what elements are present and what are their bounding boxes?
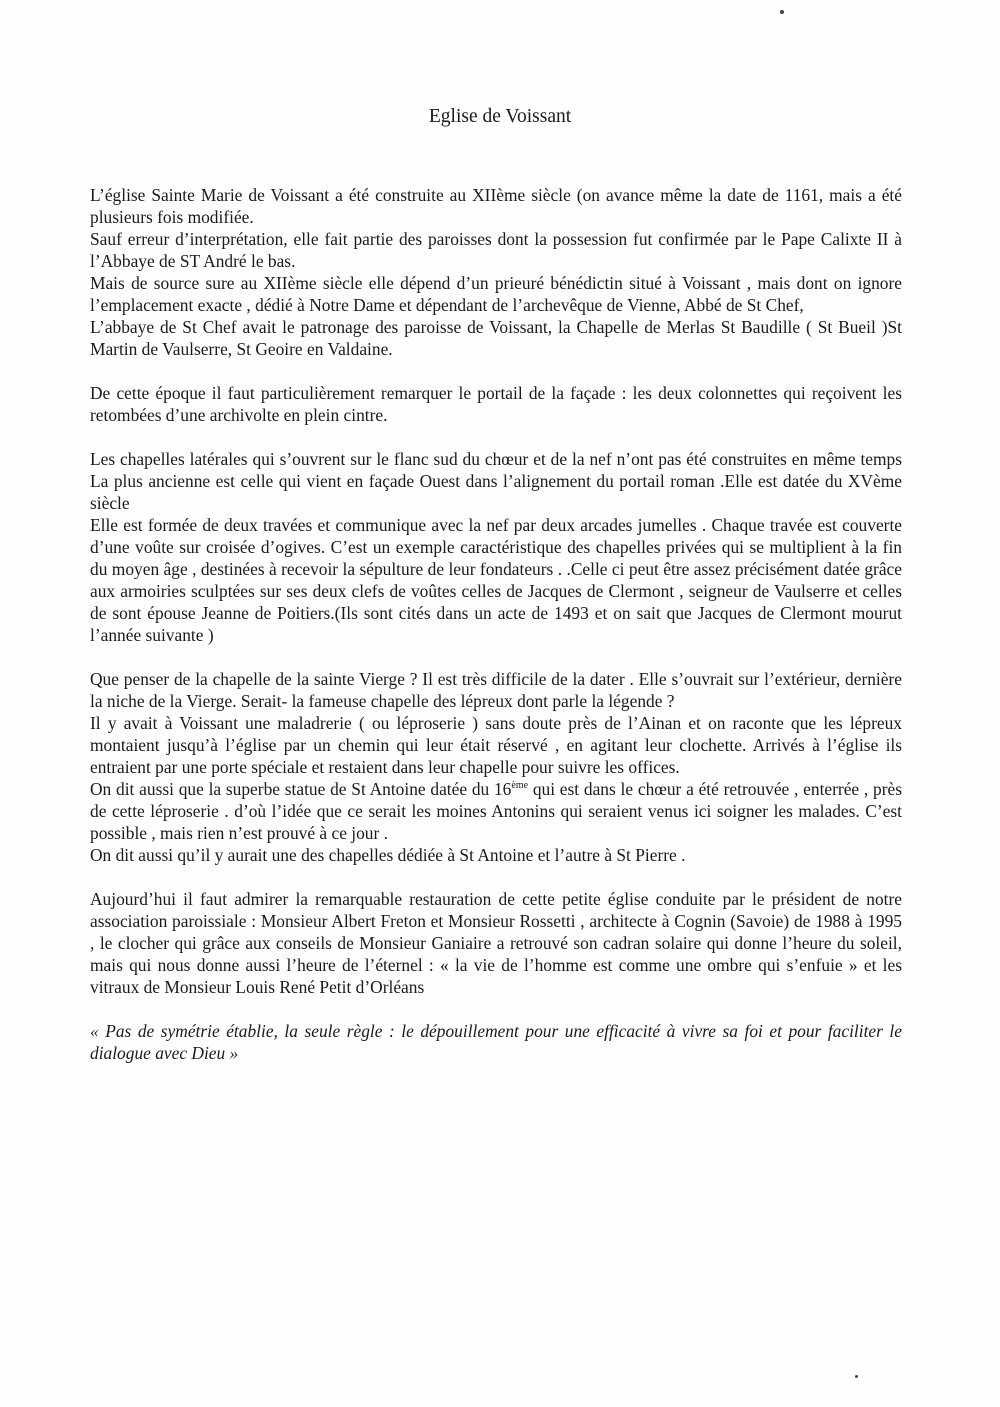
paragraph-sainte-vierge: Que penser de la chapelle de la sainte Vierge ? Il est très difficile de la dater . Elle s’ouvrait sur l’extérieur, dernière la niche de la Vierge. Serait- la fameuse chapelle des lépreux dont parle la légende ? (90, 669, 902, 711)
paragraph-paroisses: Sauf erreur d’interprétation, elle fait partie des paroisses dont la possession fut confirmée par le Pape Calixte II à l’Abbaye de ST André le bas. (90, 229, 902, 271)
paragraph-construction: L’église Sainte Marie de Voissant a été construite au XIIème siècle (on avance même la date de 1161, mais a été plusieurs fois modifiée. (90, 185, 902, 227)
paragraph-maladrerie: Il y avait à Voissant une maladrerie ( ou léproserie ) sans doute près de l’Ainan et on raconte que les lépreux montaient jusqu’à l’église par un chemin qui leur était réservé , en agitant leur clochette. Arrivés à l’église ils entraient par une porte spéciale et restaient dans leur chapelle pour suivre les offices. (90, 713, 902, 777)
closing-quote: « Pas de symétrie établie, la seule règle : le dépouillement pour une efficacité à vivre sa foi et pour faciliter le dialogue avec Dieu » (90, 1021, 902, 1063)
paragraph-travees: Elle est formée de deux travées et communique avec la nef par deux arcades jumelles . Chaque travée est couverte d’une voûte sur croisée d’ogives. C’est un exemple caractéristique des chapelles privées qui se multiplient à la fin du moyen âge , destinées à recevoir la sépulture de leur fondateurs . .Celle ci peut être assez précisément datée grâce aux armoiries sculptées sur ses deux clefs de voûtes celles de Jacques de Clermont , seigneur de Vaulserre et celles de sont épouse Jeanne de Poitiers.(Ils sont cités dans un acte de 1493 et on sait que Jacques de Clermont mourut l’année suivante ) (90, 515, 902, 645)
document-body (90, 184, 902, 1064)
page-title: Eglise de Voissant (428, 106, 572, 127)
statue-text-start: On dit aussi que la superbe statue de St Antoine datée du 16 (90, 779, 512, 799)
paragraph-chapelles-laterales: Les chapelles latérales qui s’ouvrent sur le flanc sud du chœur et de la nef n’ont pas été construites en même temps La plus ancienne est celle qui vient en façade Ouest dans l’alignement du portail roman .Elle est datée du XVème siècle (90, 449, 902, 513)
paragraph-chapelles-dediees: On dit aussi qu’il y aurait une des chapelles dédiée à St Antoine et l’autre à St Pierre . (90, 845, 686, 865)
paragraph-abbaye: L’abbaye de St Chef avait le patronage des paroisse de Voissant, la Chapelle de Merlas St Baudille ( St Bueil )St Martin de Vaulserre, St Geoire en Valdaine. (90, 317, 902, 359)
paragraph-prieure: Mais de source sure au XIIème siècle elle dépend d’un prieuré bénédictin situé à Voissant , mais dont on ignore l’emplacement exacte , dédié à Notre Dame et dépendant de l’archevêque de Vienne, Abbé de St Chef, (90, 273, 902, 315)
statue-text-end: qui est dans le chœur a été retrouvée , enterrée , près de cette léproserie . d’où l’idée que ce serait les moines Antonins qui seraient venus ici soigner les malades. C’est possible , mais rien n’est prouvé à ce jour . (90, 779, 902, 843)
paragraph-restauration: Aujourd’hui il faut admirer la remarquable restauration de cette petite église conduite par le président de notre association paroissiale : Monsieur Albert Freton et Monsieur Rossetti , architecte à Cognin (Savoie) de 1988 à 1995 , le clocher qui grâce aux conseils de Monsieur Ganiaire a retrouvé son cadran solaire qui donne l’heure du soleil, mais qui nous donne aussi l’heure de l’éternel : « la vie de l’homme est comme une ombre qui s’enfuie » et les vitraux de Monsieur Louis René Petit d’Orléans (90, 889, 902, 997)
paragraph-statue (90, 778, 902, 844)
century-superscript: ème (511, 780, 529, 791)
paragraph-portail: De cette époque il faut particulièrement remarquer le portail de la façade : les deux colonnettes qui reçoivent les retombées d’une archivolte en plein cintre. (90, 383, 902, 425)
scan-speck-top (780, 10, 784, 14)
scan-speck-bottom (855, 1375, 858, 1378)
